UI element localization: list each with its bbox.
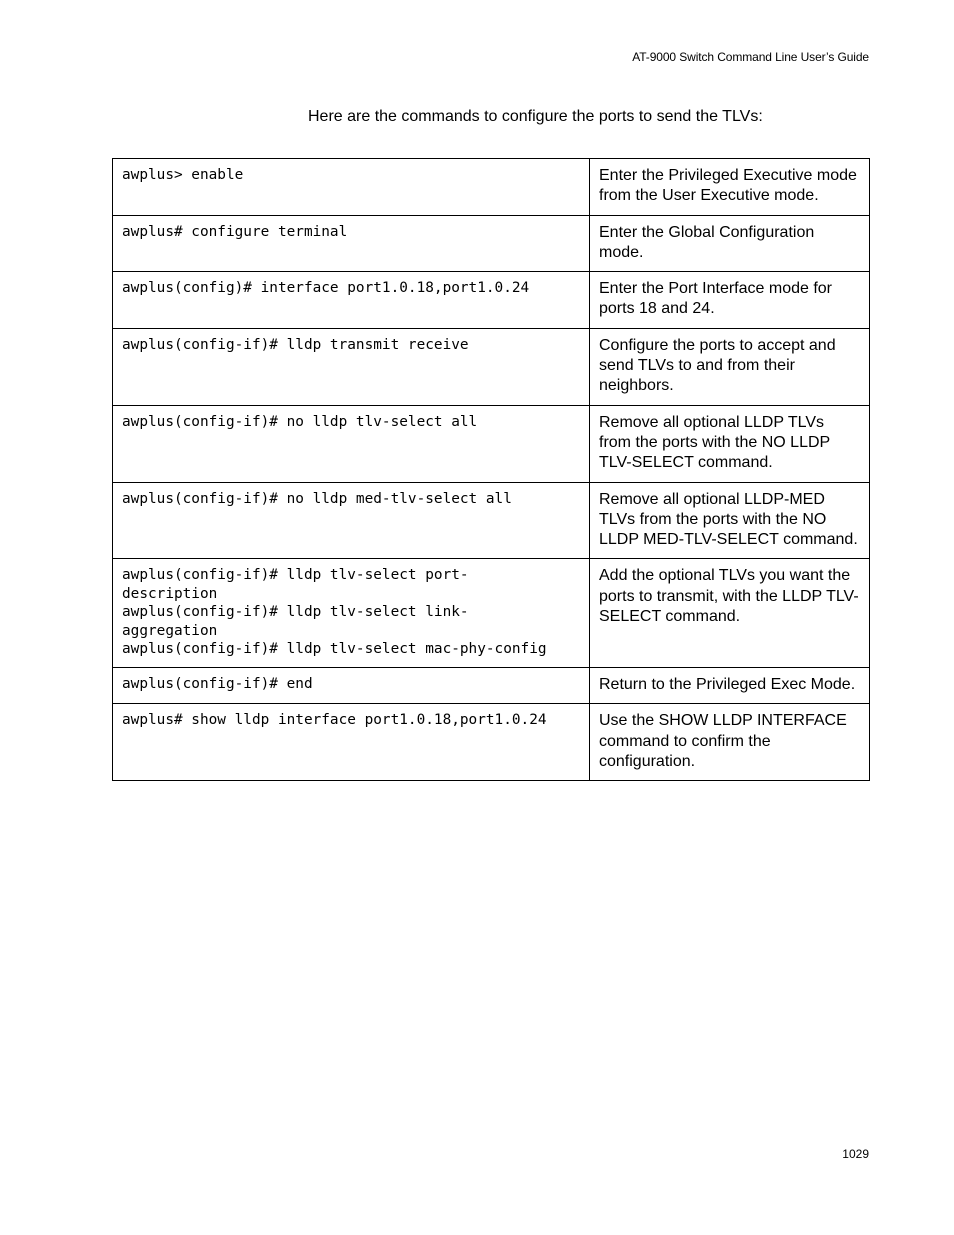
- command-cell: [113, 704, 590, 781]
- command-line: awplus(config)# interface port1.0.18,port1.0.24: [122, 280, 530, 297]
- command-cell: [113, 559, 590, 668]
- table-row: [113, 482, 870, 559]
- command-line: awplus(config-if)# end: [122, 675, 313, 692]
- command-line: description: [122, 585, 218, 602]
- description-cell: Configure the ports to accept and send TLVs to and from their neighbors.: [590, 328, 870, 405]
- table-row: [113, 215, 870, 272]
- description-cell: Enter the Port Interface mode for ports 18 and 24.: [590, 272, 870, 329]
- command-line: awplus# configure terminal: [122, 223, 348, 240]
- command-line: awplus(config-if)# lldp tlv-select port-: [122, 567, 469, 584]
- page-number: 1029: [842, 1147, 869, 1161]
- command-cell: [113, 405, 590, 482]
- table-row: [113, 667, 870, 703]
- table-row: [113, 704, 870, 781]
- command-line: awplus(config-if)# no lldp tlv-select all: [122, 413, 478, 430]
- description-cell: Return to the Privileged Exec Mode.: [590, 667, 870, 703]
- running-header: AT-9000 Switch Command Line User’s Guide: [632, 50, 869, 64]
- description-cell: Enter the Privileged Executive mode from the User Executive mode.: [590, 159, 870, 216]
- command-line: awplus(config-if)# lldp tlv-select mac-phy-config: [122, 641, 547, 658]
- table-row: [113, 559, 870, 668]
- intro-text: Here are the commands to configure the ports to send the TLVs:: [308, 108, 763, 125]
- command-cell: [113, 328, 590, 405]
- command-line: awplus(config-if)# lldp transmit receive: [122, 336, 469, 353]
- command-table: [112, 158, 870, 781]
- command-line: awplus> enable: [122, 167, 244, 183]
- description-cell: Remove all optional LLDP TLVs from the ports with the NO LLDP TLV-SELECT command.: [590, 405, 870, 482]
- command-line: awplus(config-if)# no lldp med-tlv-select all: [122, 490, 512, 507]
- table-row: [113, 272, 870, 329]
- command-line: aggregation: [122, 622, 218, 639]
- description-cell: Add the optional TLVs you want the ports to transmit, with the LLDP TLV-SELECT command.: [590, 559, 870, 668]
- command-cell: [113, 272, 590, 329]
- table-row: [113, 159, 870, 216]
- description-cell: Enter the Global Configuration mode.: [590, 215, 870, 272]
- description-cell: Remove all optional LLDP-MED TLVs from the ports with the NO LLDP MED-TLV-SELECT command.: [590, 482, 870, 559]
- table-row: [113, 405, 870, 482]
- command-cell: [113, 667, 590, 703]
- table-row: [113, 328, 870, 405]
- command-cell: [113, 482, 590, 559]
- command-cell: [113, 159, 590, 216]
- command-line: awplus(config-if)# lldp tlv-select link-: [122, 604, 469, 621]
- command-line: awplus# show lldp interface port1.0.18,port1.0.24: [122, 712, 547, 729]
- command-cell: [113, 215, 590, 272]
- description-cell: Use the SHOW LLDP INTERFACE command to confirm the configuration.: [590, 704, 870, 781]
